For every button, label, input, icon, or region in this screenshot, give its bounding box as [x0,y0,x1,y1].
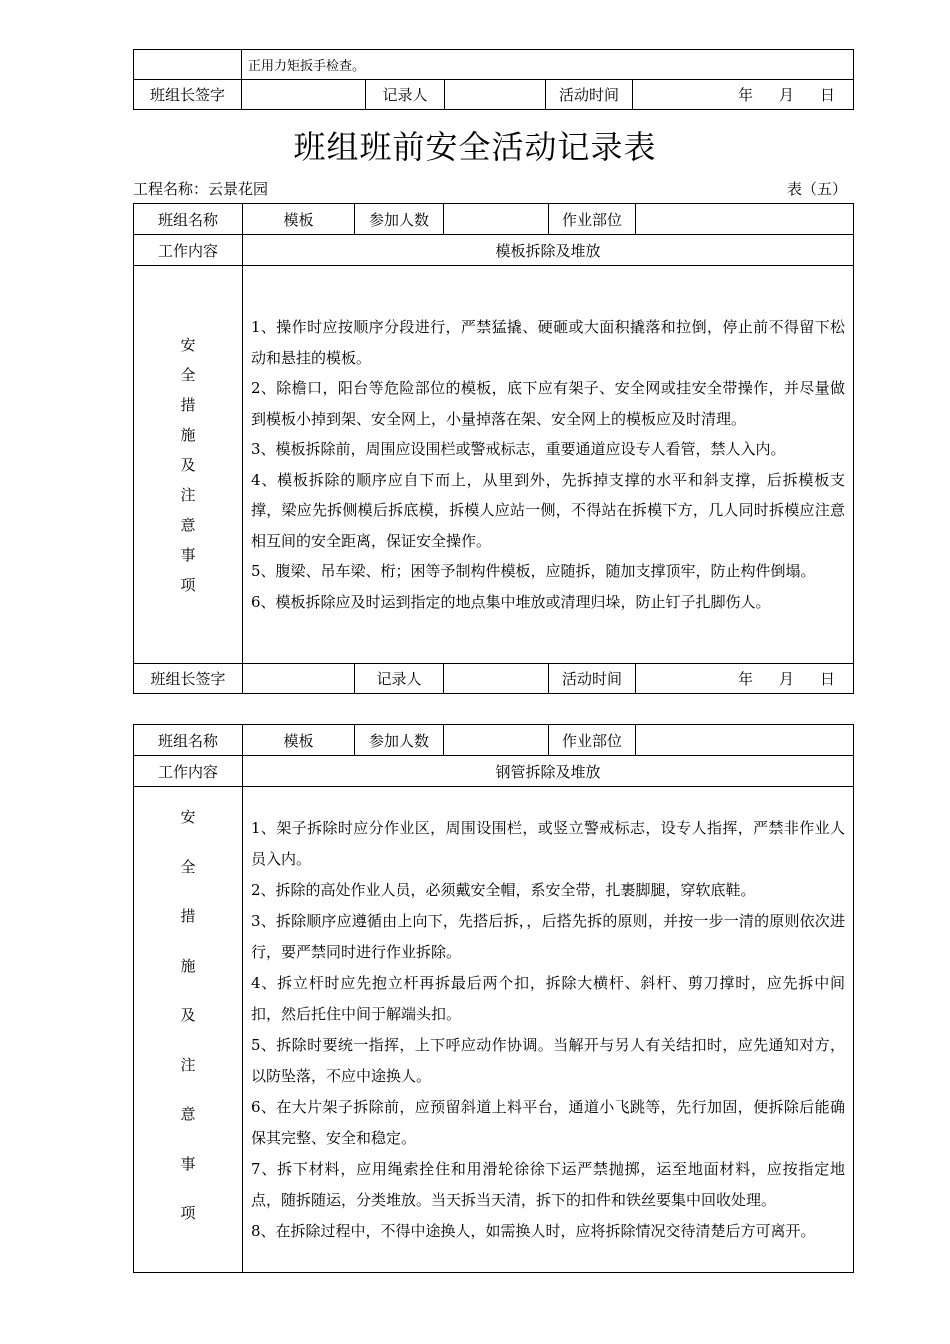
time-label: 活动时间 [546,80,633,110]
year-label: 年 [737,86,753,104]
carry-text: 正用力矩扳手检查。 [242,50,854,80]
sign-label: 班组长签字 [134,80,242,110]
recorder-label: 记录人 [366,80,445,110]
table-number: 表（五） [786,180,847,198]
recorder-field[interactable] [444,664,549,694]
recorder-field[interactable] [445,80,546,110]
safety-measures [243,266,854,664]
day-label: 日 [819,86,835,104]
list-item: 6、模板拆除应及时运到指定的地点集中堆放或清理归垛，防止钉子扎脚伤人。 [251,592,771,611]
year-label: 年 [737,670,753,688]
participants-label: 参加人数 [355,725,444,756]
location-label: 作业部位 [549,204,636,235]
month-label: 月 [778,86,794,104]
month-label: 月 [778,670,794,688]
safety-label-vertical: 安 全 措 施 及 注 意 事 项 [134,787,243,1273]
form1-table [133,203,854,694]
list-item: 2、除檐口，阳台等危险部位的模板，底下应有架子、安全网或挂安全带操作，并尽量做到模板小掉到架、安全网上，小量掉落在架、安全网上的模板应及时清理。 [251,379,845,428]
list-item: 1、架子拆除时应分作业区，周围设围栏，或竖立警戒标志，设专人指挥，严禁非作业人员入内。 [251,818,845,868]
work-value[interactable]: 钢管拆除及堆放 [243,756,854,787]
team-value[interactable]: 模板 [243,204,355,235]
safety-measures [243,787,854,1273]
sign-field[interactable] [242,80,366,110]
work-label: 工作内容 [134,235,243,266]
sign-field[interactable] [243,664,355,694]
location-label: 作业部位 [549,725,636,756]
date-field[interactable] [636,664,854,694]
list-item: 1、操作时应按顺序分段进行，严禁猛撬、硬砸或大面积撬落和拉倒，停止前不得留下松动和悬挂的模板。 [251,318,845,367]
participants-field[interactable] [444,725,549,756]
list-item: 2、拆除的高处作业人员，必须戴安全帽，系安全带，扎裹脚腿，穿软底鞋。 [251,880,756,899]
list-item: 4、模板拆除的顺序应自下而上，从里到外，先拆掉支撑的水平和斜支撑，后拆模板支撑，梁应先拆侧模后拆底模，拆模人应站一侧，不得站在拆模下方，几人同时拆模应注意相互间的安全距离，保证安全操作。 [251,470,845,550]
safety-label-vertical: 安 全 措 施 及 注 意 事 项 [134,266,243,664]
top-carry-table [133,49,854,110]
list-item: 5、腹梁、吊车梁、桁；困等予制构件模板，应随拆，随加支撑顶牢，防止构件倒塌。 [251,562,816,580]
list-item: 6、在大片架子拆除前，应预留斜道上料平台，通道小飞跳等，先行加固，便拆除后能确保其完整、安全和稳定。 [251,1097,845,1147]
location-field[interactable] [636,725,854,756]
project-name: 工程名称：云景花园 [133,180,269,198]
team-value[interactable]: 模板 [243,725,355,756]
participants-field[interactable] [444,204,549,235]
date-field[interactable] [633,80,854,110]
list-item: 8、在拆除过程中，不得中途换人，如需换人时，应将拆除情况交待清楚后方可离开。 [251,1221,816,1240]
list-item: 3、模板拆除前，周围应设围栏或警戒标志，重要通道应设专人看管，禁人入内。 [251,440,786,458]
work-label: 工作内容 [134,756,243,787]
page-title: 班组班前安全活动记录表 [293,128,657,166]
participants-label: 参加人数 [355,204,444,235]
day-label: 日 [819,670,835,688]
time-label: 活动时间 [549,664,636,694]
empty-cell [134,50,242,80]
recorder-label: 记录人 [355,664,444,694]
work-value[interactable]: 模板拆除及堆放 [243,235,854,266]
list-item: 7、拆下材料，应用绳索拴住和用滑轮徐徐下运严禁抛掷，运至地面材料，应按指定地点，随拆随运，分类堆放。当天拆当天清，拆下的扣件和铁丝要集中回收处理。 [251,1159,845,1209]
team-label: 班组名称 [134,204,243,235]
sign-label: 班组长签字 [134,664,243,694]
list-item: 3、拆除顺序应遵循由上向下，先搭后拆，，后搭先拆的原则，并按一步一清的原则依次进行，要严禁同时进行作业拆除。 [251,911,845,961]
form2-table [133,724,854,1273]
location-field[interactable] [636,204,854,235]
list-item: 5、拆除时要统一指挥，上下呼应动作协调。当解开与另人有关结扣时，应先通知对方，以防坠落，不应中途换人。 [251,1035,845,1085]
list-item: 4、拆立杆时应先抱立杆再拆最后两个扣，拆除大横杆、斜杆、剪刀撑时，应先拆中间扣，然后托住中间于解端头扣。 [251,973,845,1023]
team-label: 班组名称 [134,725,243,756]
